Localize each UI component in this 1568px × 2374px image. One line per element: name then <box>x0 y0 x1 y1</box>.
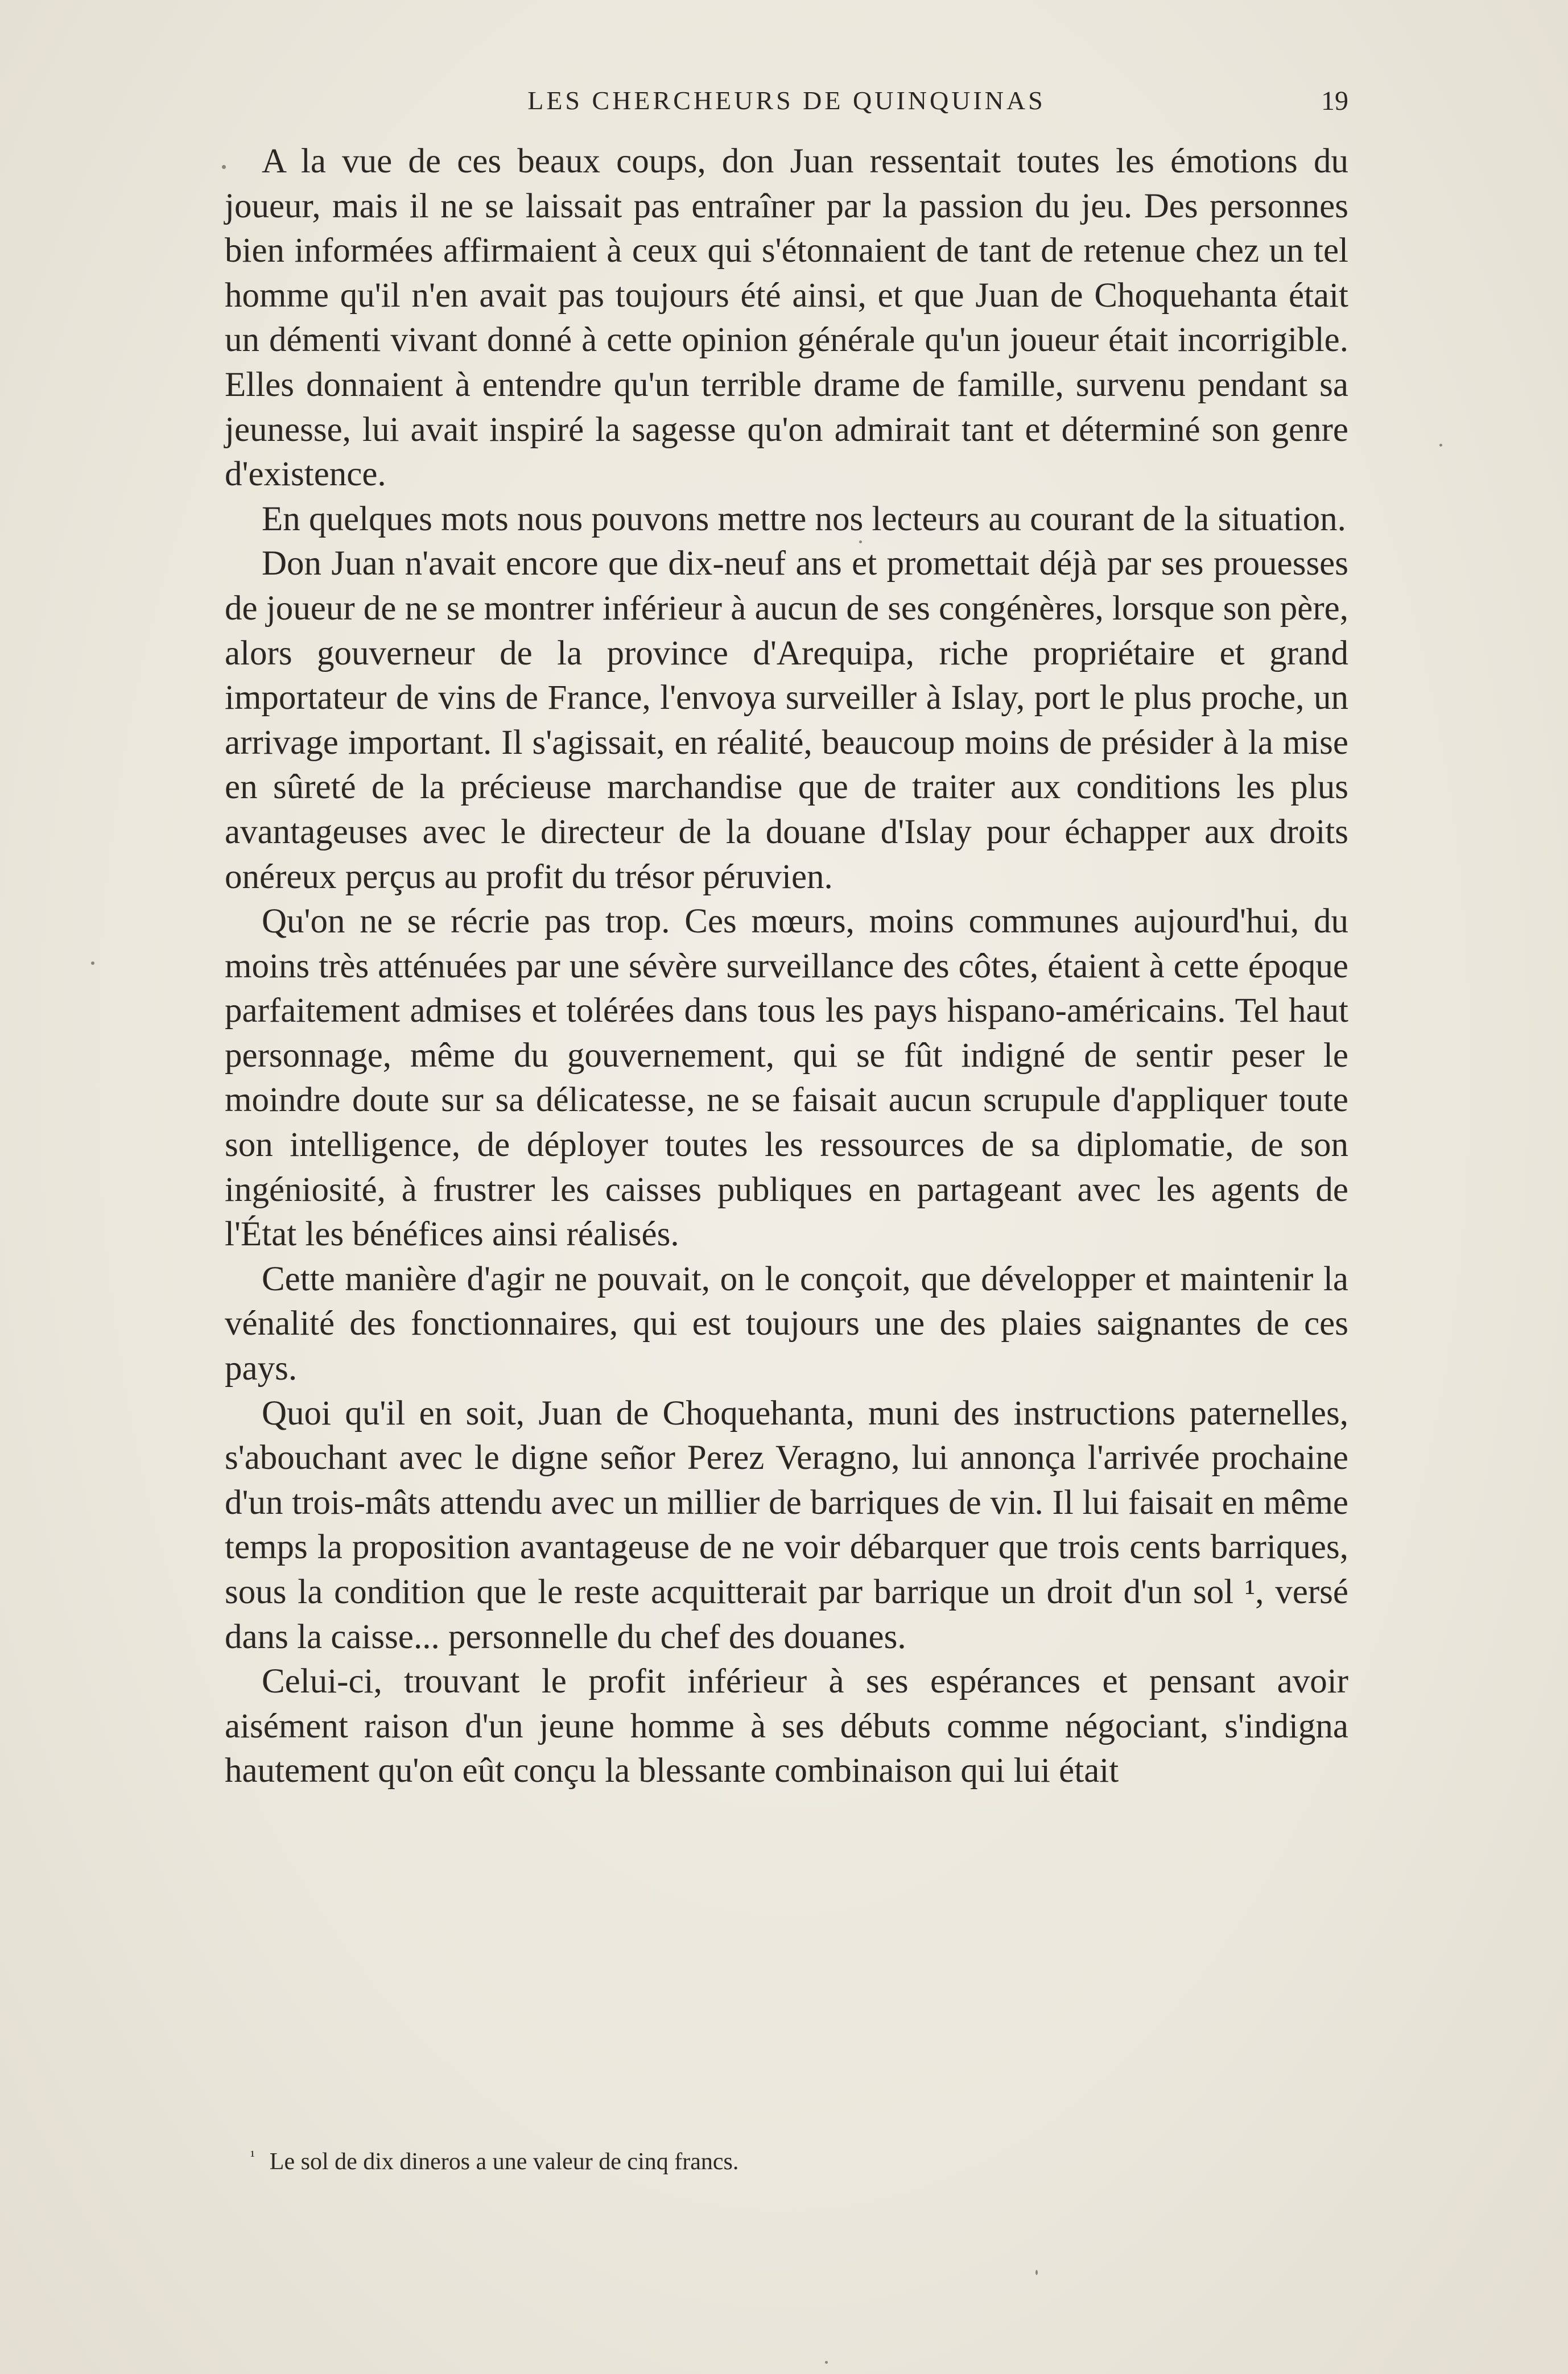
paragraph: Celui-ci, trouvant le profit inférieur à ses espérances et pensant avoir aisément raison d'un jeune homme à ses débuts comme négociant, s'indigna hautement qu'on eût conçu la blessante combinaison qui lui était <box>225 1662 1348 1790</box>
body-text <box>225 139 1348 1794</box>
running-title: LES CHERCHEURS DE QUINQUINAS <box>527 86 1046 115</box>
speck <box>825 2361 828 2364</box>
page-header <box>225 85 1348 125</box>
speck <box>91 961 94 965</box>
paragraph: Quoi qu'il en soit, Juan de Choquehanta, muni des instructions paternelles, s'abouchant avec le digne señor Perez Veragno, lui annonça l'arrivée prochaine d'un trois-mâts attendu avec un millier de barriques de vin. Il lui faisait en même temps la proposition avantageuse de ne voir débarquer que trois cents barriques, sous la condition que le reste acquitterait par barrique un droit d'un sol ¹, versé dans la caisse... personnelle du chef des douanes. <box>225 1394 1348 1656</box>
speck <box>859 540 862 543</box>
paragraph: Qu'on ne se récrie pas trop. Ces mœurs, moins communes aujourd'hui, du moins très atténuées par une sévère surveillance des côtes, étaient à cette époque parfaitement admises et tolérées dans tous les pays hispano-américains. Tel haut personnage, même du gouvernement, qui se fût indigné de sentir peser le moindre doute sur sa délicatesse, ne se faisait aucun scrupule d'appliquer toute son intelligence, de déployer toutes les ressources de sa diplomatie, de son ingéniosité, à frustrer les caisses publiques en partageant avec les agents de l'État les bénéfices ainsi réalisés. <box>225 902 1348 1254</box>
paragraph: En quelques mots nous pouvons mettre nos lecteurs au courant de la situation. <box>262 499 1346 538</box>
speck <box>1439 444 1442 447</box>
paragraph: Cette manière d'agir ne pouvait, on le conçoit, que développer et maintenir la vénalité des fonctionnaires, qui est toujours une des plaies saignantes de ces pays. <box>225 1260 1348 1388</box>
speck <box>222 165 226 169</box>
footnote <box>250 2148 1331 2175</box>
footnote-mark: ¹ <box>250 2148 255 2164</box>
paragraph: A la vue de ces beaux coups, don Juan ressentait toutes les émotions du joueur, mais il ne se laissait pas entraîner par la passion du jeu. Des personnes bien informées affirmaient à ceux qui s'étonnaient de tant de retenue chez un tel homme qu'il n'en avait pas toujours été ainsi, et que Juan de Choquehanta était un démenti vivant donné à cette opinion générale qu'un joueur était incorrigible. Elles donnaient à entendre qu'un terrible drame de famille, survenu pendant sa jeunesse, lui avait inspiré la sagesse qu'on admirait tant et déterminé son genre d'existence. <box>225 142 1348 494</box>
speck <box>1035 2270 1038 2275</box>
footnote-text: Le sol de dix dineros a une valeur de cinq francs. <box>269 2149 739 2175</box>
page-number: 19 <box>1321 86 1348 116</box>
paragraph: Don Juan n'avait encore que dix-neuf ans et promettait déjà par ses prouesses de joueur de ne se montrer inférieur à aucun de ses congénères, lorsque son père, alors gouverneur de la province d'Arequipa, riche propriétaire et grand importateur de vins de France, l'envoya surveiller à Islay, port le plus proche, un arrivage important. Il s'agissait, en réalité, beaucoup moins de présider à la mise en sûreté de la précieuse marchandise que de traiter aux conditions les plus avantageuses avec le directeur de la douane d'Islay pour échapper aux droits onéreux perçus au profit du trésor péruvien. <box>225 544 1348 896</box>
